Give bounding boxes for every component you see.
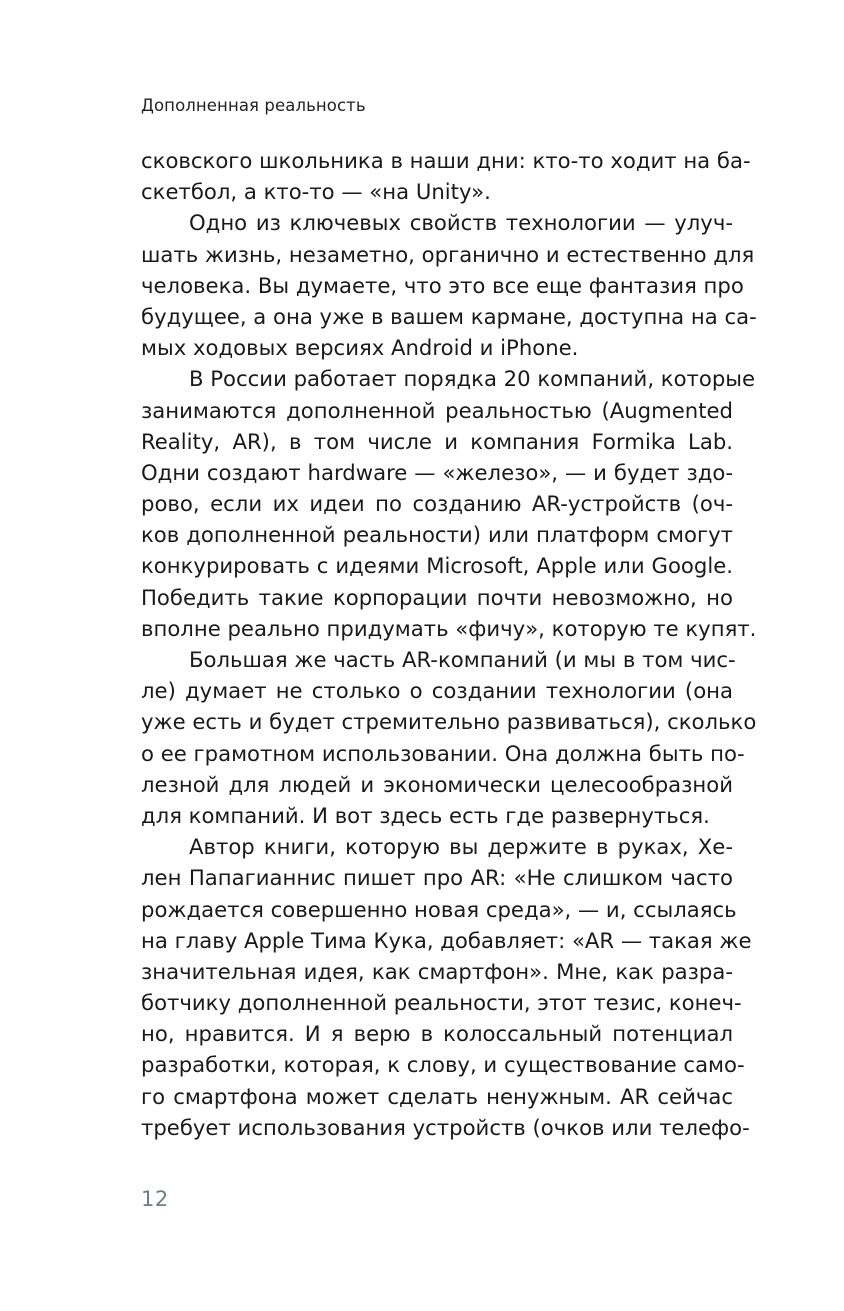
text-line: Одно из ключевых свойств технологии — улуч- [189,210,733,236]
text-line: Одни создают hardware — «железо», — и будет здо- [141,459,733,485]
text-line: ботчику дополненной реальности, этот тезис, конеч- [141,990,742,1016]
text-line: Победить такие корпорации почти невозможно, но [141,584,733,610]
text-line: вполне реально придумать «фичу», которую те купят. [141,615,757,641]
text-line: конкурировать с идеями Microsoft, Apple или Google. [141,553,733,579]
text-line: человека. Вы думаете, что это все еще фантазия про [141,272,744,298]
text-line: занимаются дополненной реальностью (Augmented [141,397,733,423]
text-line: сковского школьника в наши дни: кто-то ходит на ба- [141,148,751,173]
text-line: ков дополненной реальности) или платформ смогут [141,522,733,548]
text-line: требует использования устройств (очков или телефо- [141,1114,750,1140]
text-line: для компаний. И вот здесь есть где развернуться. [141,802,710,828]
text-line: Большая же часть AR-компаний (и мы в том чис- [189,647,736,672]
body-text [141,145,757,1143]
text-line: Reality, AR), в том числе и компания Formika Lab. [141,428,733,454]
text-line: уже есть и будет стремительно развиваться), сколько [141,709,757,735]
text-line: шать жизнь, незаметно, органично и естественно для [141,241,755,267]
text-line: но, нравится. И я верю в колоссальный потенциал [141,1021,733,1047]
page-number: 12 [141,1187,169,1211]
text-line: разработки, которая, к слову, и существование само- [141,1052,745,1078]
text-line: ле) думает не столько о создании технологии (она [141,678,733,704]
text-line: на главу Apple Тима Кука, добавляет: «AR — такая же [141,927,752,953]
text-line: Автор книги, которую вы держите в руках, Хе- [189,834,733,860]
text-line: рово, если их идеи по созданию AR-устройств (оч- [141,491,733,517]
text-line: В России работает порядка 20 компаний, которые [189,366,756,392]
running-header: Дополненная реальность [141,96,366,115]
text-line: рождается совершенно новая среда», — и, ссылаясь [141,896,737,922]
text-line: скетбол, а кто-то — «на Unity». [141,179,491,205]
text-line: о ее грамотном использовании. Она должна быть по- [141,740,745,766]
text-line: будущее, а она уже в вашем кармане, доступна на са- [141,303,757,329]
text-line: го смартфона может сделать ненужным. AR сейчас [141,1083,733,1109]
text-line: лезной для людей и экономически целесообразной [141,771,733,797]
text-line: лен Папагианнис пишет про AR: «Не слишком часто [141,865,733,891]
text-line: значительная идея, как смартфон». Мне, как разра- [141,958,733,984]
text-line: мых ходовых версиях Android и iPhone. [141,335,579,361]
